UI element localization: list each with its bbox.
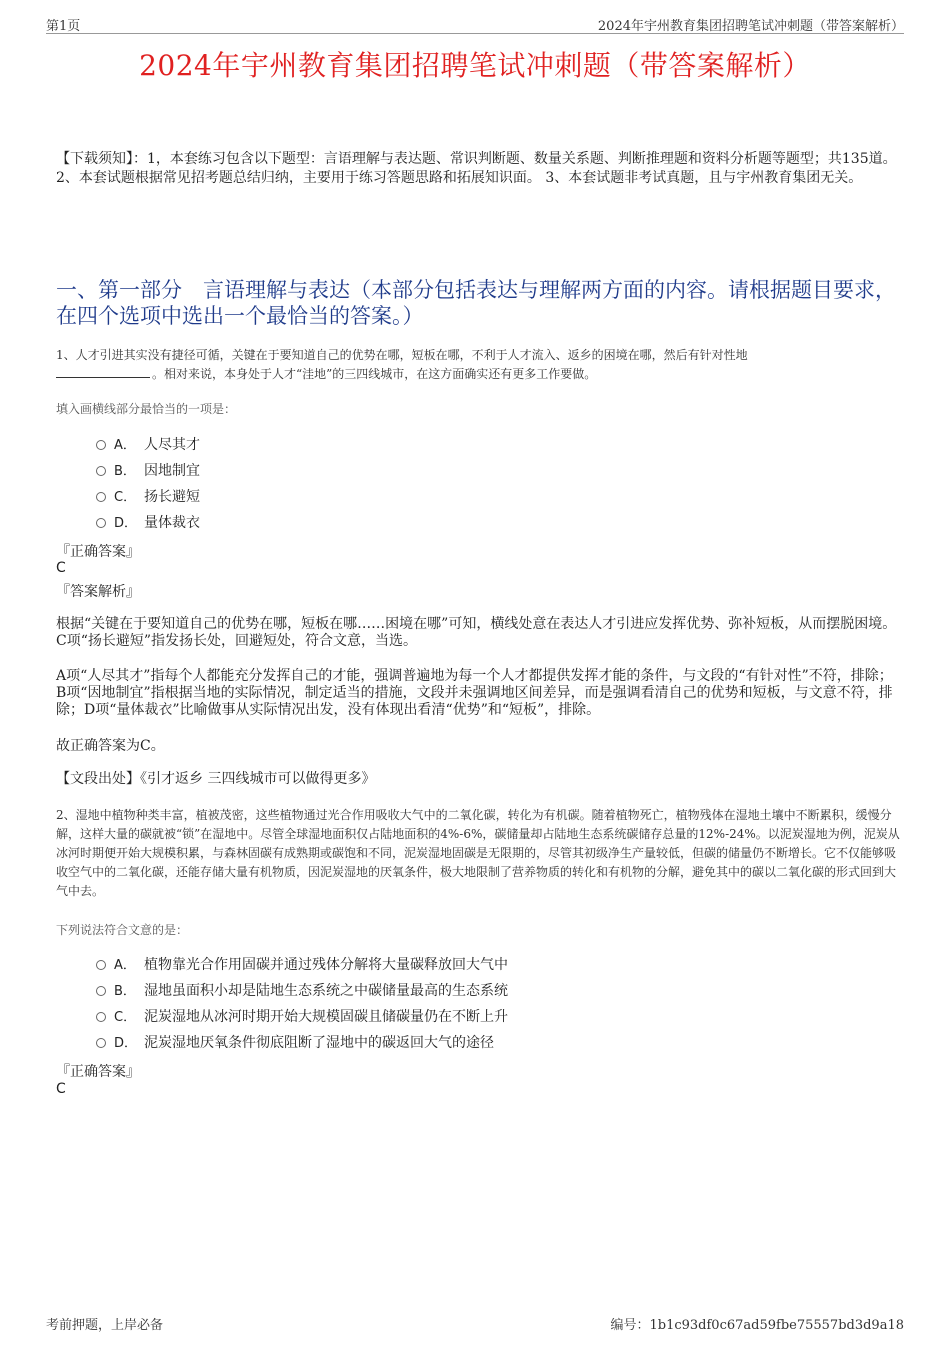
question-2-option-d[interactable]: D． 泥炭湿地厌氧条件彻底阻断了湿地中的碳返回大气的途径 [96, 1030, 508, 1056]
download-notice: 【下载须知】：1，本套练习包含以下题型：言语理解与表达题、常识判断题、数量关系题、判断推理题和资料分析题等题型；共135道。 2、本套试题根据常见招考题总结归纳，主要用于练习答题思路和拓展知识面。 3、本套试题非考试真题，且与宇州教育集团无关。 [56, 151, 897, 186]
radio-icon[interactable] [96, 518, 106, 528]
footer-serial: 编号：1b1c93df0c67ad59fbe75557bd3d9a18 [610, 1318, 904, 1333]
question-2-option-b[interactable]: B． 湿地虽面积小却是陆地生态系统之中碳储量最高的生态系统 [96, 978, 508, 1004]
radio-icon[interactable] [96, 466, 106, 476]
question-1-option-b[interactable]: B． 因地制宜 [96, 458, 200, 484]
section-title: 一、第一部分 言语理解与表达（本部分包括表达与理解两方面的内容。请根据题目要求，在四个选项中选出一个最恰当的答案。） [56, 278, 896, 328]
answer-blank [56, 365, 150, 378]
radio-icon[interactable] [96, 960, 106, 970]
radio-icon[interactable] [96, 440, 106, 450]
question-2-text: 2、湿地中植物种类丰富，植被茂密，这些植物通过光合作用吸收大气中的二氧化碳，转化为有机碳。随着植物死亡，植物残体在湿地土壤中不断累积，缓慢分解，这样大量的碳就被“锁”在湿地中。尽管全球湿地面积仅占陆地面积的4%-6%，碳储量却占陆地生态系统碳储存总量的12%-24%。以泥炭湿地为例，泥炭从冰河时期便开始大规模积累，与森林固碳有成熟期或碳饱和不同，泥炭湿地固碳是无限期的，尽管其初级净生产量较低，但碳的储量仍不断增长。它不仅能够吸收空气中的二氧化碳，还能存储大量有机物质，因泥炭湿地的厌氧条件，极大地限制了营养物质的转化和有机物的分解，避免其中的碳以二氧化碳的形式回到大气中去。 [56, 808, 900, 898]
question-2-prompt: 下列说法符合文意的是： [56, 923, 189, 937]
question-1-text-a: 1、人才引进其实没有捷径可循，关键在于要知道自己的优势在哪，短板在哪，不利于人才流入、返乡的困境在哪，然后有针对性地 [56, 348, 748, 362]
page-number: 第1页 [46, 19, 81, 34]
question-2-answer: C [56, 1081, 66, 1097]
radio-icon[interactable] [96, 1012, 106, 1022]
question-2-option-c[interactable]: C． 泥炭湿地从冰河时期开始大规模固碳且储碳量仍在不断上升 [96, 1004, 508, 1030]
question-1-analysis-label: 『答案解析』 [56, 584, 140, 600]
question-1-text [56, 346, 902, 384]
question-1-answer-label: 『正确答案』 [56, 544, 140, 560]
question-1-source: 【文段出处】《引才返乡 三四线城市可以做得更多》 [56, 771, 376, 787]
question-2-option-a[interactable]: A． 植物靠光合作用固碳并通过残体分解将大量碳释放回大气中 [96, 952, 508, 978]
question-1-option-a[interactable]: A． 人尽其才 [96, 432, 200, 458]
radio-icon[interactable] [96, 492, 106, 502]
question-1-analysis-2: A项“人尽其才”指每个人都能充分发挥自己的才能，强调普遍地为每一个人才都提供发挥才能的条件，与文段的“有针对性”不符，排除；B项“因地制宜”指根据当地的实际情况，制定适当的措施，文段并未强调地区间差异，而是强调看清自己的优势和短板，与文意不符，排除；D项“量体裁衣”比喻做事从实际情况出发，没有体现出看清“优势”和“短板”，排除。 [56, 668, 893, 718]
question-1-analysis-1: 根据“关键在于要知道自己的优势在哪，短板在哪……困境在哪”可知，横线处意在表达人才引进应发挥优势、弥补短板，从而摆脱困境。C项“扬长避短”指发扬长处，回避短处，符合文意，当选。 [56, 616, 897, 649]
question-2-answer-label: 『正确答案』 [56, 1064, 140, 1080]
radio-icon[interactable] [96, 986, 106, 996]
question-1-options [96, 432, 200, 536]
question-1-text-b: 。相对来说，本身处于人才“洼地”的三四线城市，在这方面确实还有更多工作要做。 [152, 367, 597, 381]
question-1-option-d[interactable]: D． 量体裁衣 [96, 510, 200, 536]
question-1-prompt: 填入画横线部分最恰当的一项是： [56, 402, 237, 416]
document-title: 2024年宇州教育集团招聘笔试冲刺题（带答案解析） [139, 49, 811, 82]
radio-icon[interactable] [96, 1038, 106, 1048]
page-header [46, 15, 904, 34]
question-2-options [96, 952, 508, 1056]
question-1-answer: C [56, 560, 66, 576]
question-1-option-c[interactable]: C． 扬长避短 [96, 484, 200, 510]
header-doc-title: 2024年宇州教育集团招聘笔试冲刺题（带答案解析） [597, 19, 904, 34]
footer-slogan: 考前押题，上岸必备 [46, 1318, 164, 1333]
question-1-analysis-3: 故正确答案为C。 [56, 738, 165, 754]
